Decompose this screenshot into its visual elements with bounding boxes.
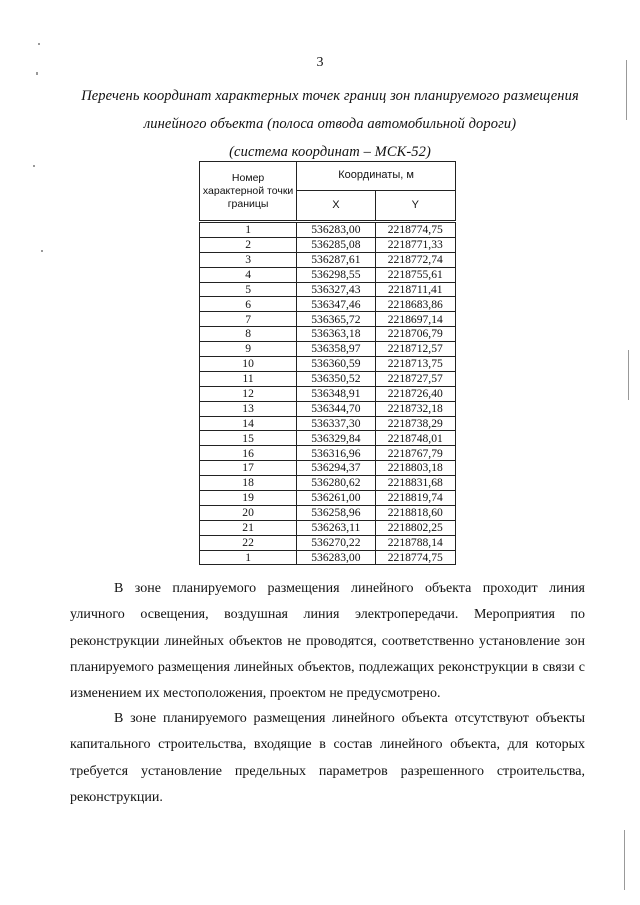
table-row [200, 461, 456, 476]
paragraph-capital-construction: В зоне планируемого размещения линейного объекта отсутствуют объекты капитального строительства, входящие в состав линейного объекта, для которых требуется установление предельных параметров разрешенного строительства, реконструкции. [70, 711, 585, 805]
x-coordinate-cell: 536316,96 [297, 446, 375, 461]
table-row [200, 491, 456, 506]
table-row [200, 342, 456, 357]
table-row [200, 252, 456, 267]
scan-speck [41, 250, 43, 252]
x-coordinate-cell: 536348,91 [297, 386, 375, 401]
y-coordinate-cell: 2218774,75 [375, 550, 455, 565]
x-coordinate-cell: 536280,62 [297, 476, 375, 491]
y-coordinate-cell: 2218803,18 [375, 461, 455, 476]
y-coordinate-cell: 2218819,74 [375, 491, 455, 506]
coordinates-table-body [200, 222, 456, 565]
point-number-cell: 7 [200, 312, 297, 327]
point-number-cell: 20 [200, 505, 297, 520]
scan-speck [626, 60, 627, 120]
x-coordinate-cell: 536327,43 [297, 282, 375, 297]
y-coordinate-cell: 2218802,25 [375, 520, 455, 535]
table-row [200, 222, 456, 238]
point-number-cell: 5 [200, 282, 297, 297]
header-point-number: Номер характерной точки границы [200, 162, 297, 222]
header-x: X [297, 190, 375, 221]
point-number-cell: 19 [200, 491, 297, 506]
y-coordinate-cell: 2218683,86 [375, 297, 455, 312]
x-coordinate-cell: 536350,52 [297, 371, 375, 386]
y-coordinate-cell: 2218732,18 [375, 401, 455, 416]
table-row [200, 327, 456, 342]
point-number-cell: 13 [200, 401, 297, 416]
point-number-cell: 18 [200, 476, 297, 491]
x-coordinate-cell: 536261,00 [297, 491, 375, 506]
y-coordinate-cell: 2218726,40 [375, 386, 455, 401]
y-coordinate-cell: 2218706,79 [375, 327, 455, 342]
x-coordinate-cell: 536363,18 [297, 327, 375, 342]
table-row [200, 446, 456, 461]
table-row [200, 416, 456, 431]
x-coordinate-cell: 536344,70 [297, 401, 375, 416]
point-number-cell: 10 [200, 357, 297, 372]
title-line-2: линейного объекта (полоса отвода автомобильной дороги) [143, 116, 517, 132]
y-coordinate-cell: 2218767,79 [375, 446, 455, 461]
coordinates-table [199, 161, 456, 565]
y-coordinate-cell: 2218711,41 [375, 282, 455, 297]
table-row [200, 297, 456, 312]
y-coordinate-cell: 2218818,60 [375, 505, 455, 520]
header-y: Y [375, 190, 455, 221]
paragraph-linear-objects: В зоне планируемого размещения линейного объекта проходит линия уличного освещения, воздушная линия электропередачи. Мероприятия по реконструкции линейных объектов не проводятся, соответственно установление зон планируемого размещения линейных объектов, подлежащих реконструкции в связи с изменением их местоположения, проектом не предусмотрено. [70, 581, 585, 702]
point-number-cell: 11 [200, 371, 297, 386]
x-coordinate-cell: 536360,59 [297, 357, 375, 372]
title-line-3: (система координат – МСК-52) [229, 144, 431, 160]
x-coordinate-cell: 536347,46 [297, 297, 375, 312]
scan-speck [628, 350, 629, 400]
y-coordinate-cell: 2218788,14 [375, 535, 455, 550]
x-coordinate-cell: 536263,11 [297, 520, 375, 535]
y-coordinate-cell: 2218772,74 [375, 252, 455, 267]
y-coordinate-cell: 2218774,75 [375, 222, 455, 238]
y-coordinate-cell: 2218727,57 [375, 371, 455, 386]
table-row [200, 401, 456, 416]
table-row [200, 476, 456, 491]
title-line-1: Перечень координат характерных точек границ зон планируемого размещения [81, 88, 579, 104]
x-coordinate-cell: 536298,55 [297, 267, 375, 282]
table-row [200, 267, 456, 282]
point-number-cell: 2 [200, 237, 297, 252]
x-coordinate-cell: 536337,30 [297, 416, 375, 431]
point-number-cell: 6 [200, 297, 297, 312]
scan-speck [38, 43, 40, 45]
point-number-cell: 22 [200, 535, 297, 550]
table-row [200, 386, 456, 401]
x-coordinate-cell: 536294,37 [297, 461, 375, 476]
x-coordinate-cell: 536365,72 [297, 312, 375, 327]
document-title [60, 82, 600, 166]
point-number-cell: 3 [200, 252, 297, 267]
y-coordinate-cell: 2218755,61 [375, 267, 455, 282]
table-row [200, 237, 456, 252]
y-coordinate-cell: 2218697,14 [375, 312, 455, 327]
table-row [200, 550, 456, 565]
point-number-cell: 16 [200, 446, 297, 461]
point-number-cell: 1 [200, 222, 297, 238]
table-row [200, 505, 456, 520]
header-coordinates: Координаты, м [297, 162, 456, 191]
scan-speck [33, 165, 35, 167]
x-coordinate-cell: 536285,08 [297, 237, 375, 252]
scan-speck [624, 830, 625, 890]
x-coordinate-cell: 536358,97 [297, 342, 375, 357]
x-coordinate-cell: 536283,00 [297, 550, 375, 565]
point-number-cell: 4 [200, 267, 297, 282]
point-number-cell: 15 [200, 431, 297, 446]
page-number: 3 [316, 55, 324, 70]
x-coordinate-cell: 536283,00 [297, 222, 375, 238]
table-row [200, 312, 456, 327]
y-coordinate-cell: 2218748,01 [375, 431, 455, 446]
y-coordinate-cell: 2218712,57 [375, 342, 455, 357]
table-row [200, 371, 456, 386]
point-number-cell: 9 [200, 342, 297, 357]
point-number-cell: 17 [200, 461, 297, 476]
x-coordinate-cell: 536287,61 [297, 252, 375, 267]
table-row [200, 535, 456, 550]
table-row [200, 282, 456, 297]
table-row [200, 520, 456, 535]
point-number-cell: 8 [200, 327, 297, 342]
y-coordinate-cell: 2218713,75 [375, 357, 455, 372]
table-row [200, 431, 456, 446]
table-row [200, 357, 456, 372]
scan-speck [36, 72, 38, 75]
point-number-cell: 12 [200, 386, 297, 401]
x-coordinate-cell: 536329,84 [297, 431, 375, 446]
y-coordinate-cell: 2218771,33 [375, 237, 455, 252]
point-number-cell: 1 [200, 550, 297, 565]
y-coordinate-cell: 2218738,29 [375, 416, 455, 431]
point-number-cell: 21 [200, 520, 297, 535]
point-number-cell: 14 [200, 416, 297, 431]
x-coordinate-cell: 536270,22 [297, 535, 375, 550]
y-coordinate-cell: 2218831,68 [375, 476, 455, 491]
x-coordinate-cell: 536258,96 [297, 505, 375, 520]
